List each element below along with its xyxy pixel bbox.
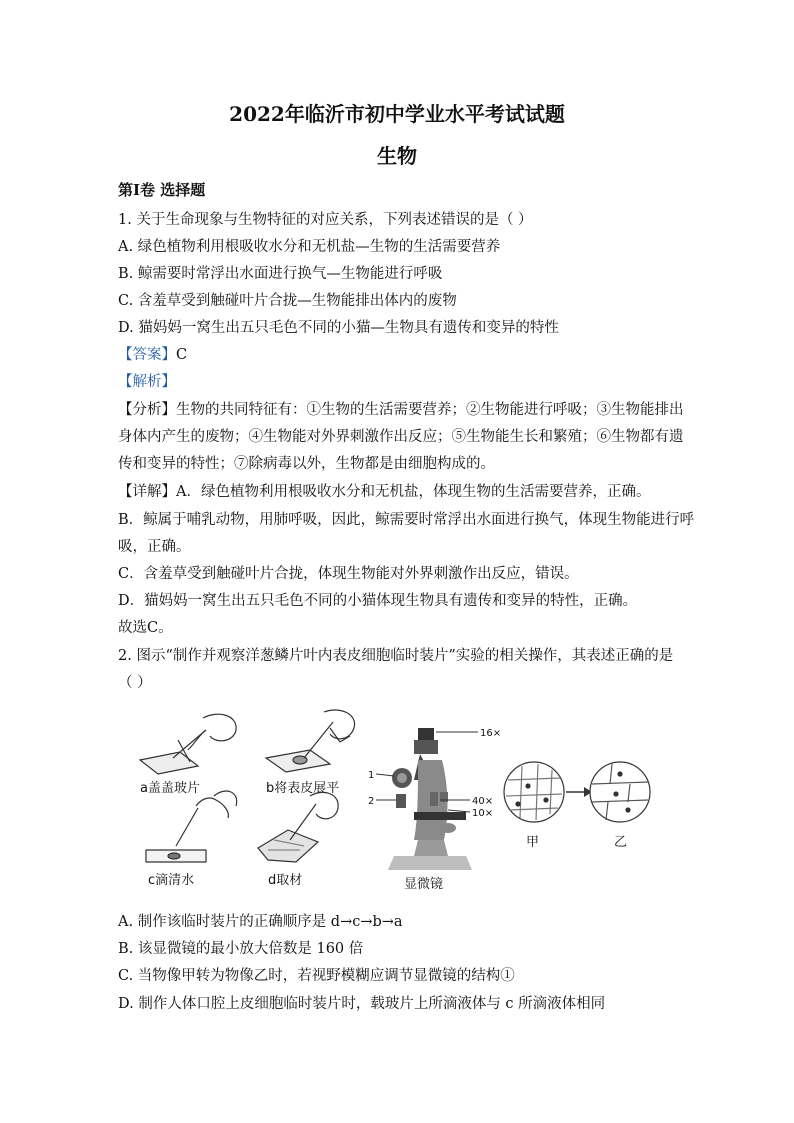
q1-xiangjie-line: D．猫妈妈一窝生出五只毛色不同的小猫体现生物具有遗传和变异的特性，正确。 [118,593,638,609]
q1-fenxi-line: 身体内产生的废物；④生物能对外界刺激作出反应；⑤生物能生长和繁殖；⑥生物都有遗 [118,429,684,445]
q1-xiangjie-line: C．含羞草受到触碰叶片合拢，体现生物能对外界刺激作出反应，错误。 [118,566,579,582]
label-yi: 乙 [614,835,628,850]
label-a: a盖盖玻片 [140,781,200,796]
q2-stem-bracket: （ ） [118,675,152,691]
subject-title: 生物 [377,144,417,168]
q1-fenxi-line: 传和变异的特性；⑦除病毒以外，生物都是由细胞构成的。 [118,456,495,472]
eyepiece-mark: 16× [480,728,502,739]
q1-option-b: B. 鲸需要时常浮出水面进行换气—生物能进行呼吸 [118,266,443,282]
q1-option-d: D. 猫妈妈一窝生出五只毛色不同的小猫—生物具有遗传和变异的特性 [118,320,559,336]
microscope-illustration [388,728,472,870]
step-b-illustration [266,710,355,772]
q1-fenxi-line: 【分析】生物的共同特征有：①生物的生活需要营养；②生物能进行呼吸；③生物能排出 [118,402,684,418]
q1-xiangjie-line: 【详解】A．绿色植物利用根吸收水分和无机盐，体现生物的生活需要营养，正确。 [118,484,651,500]
label-c: c滴清水 [148,873,195,888]
q2-option-b: B. 该显微镜的最小放大倍数是 160 倍 [118,941,364,957]
structure-2-mark: 2 [368,796,375,807]
q1-option-c: C. 含羞草受到触碰叶片合拢—生物能排出体内的废物 [118,293,457,309]
label-jia: 甲 [526,835,540,850]
label-d: d取材 [268,873,303,888]
step-a-illustration [140,714,236,774]
objective-10x-mark: 10× [472,808,494,819]
exam-title: 2022年临沂市初中学业水平考试试题 [229,102,565,126]
section-heading: 第Ⅰ卷 选择题 [118,181,206,199]
label-b: b将表皮展平 [266,781,340,796]
q1-xiangjie-line: 吸，正确。 [118,539,191,555]
q2-option-d: D. 制作人体口腔上皮细胞临时装片时，载玻片上所滴液体与 c 所滴液体相同 [118,996,606,1012]
experiment-figure [118,700,678,900]
step-c-illustration [146,791,237,862]
q1-answer-line [118,345,187,365]
structure-1-mark: 1 [368,770,375,781]
answer-value: C [176,347,188,363]
objective-40x-mark: 40× [472,796,494,807]
q2-stem: 2. 图示“制作并观察洋葱鳞片叶内表皮细胞临时装片”实验的相关操作，其表述正确的是 [118,648,674,664]
q1-stem: 1. 关于生命现象与生物特征的对应关系，下列表述错误的是（ ） [118,212,533,228]
step-d-illustration [258,792,338,862]
q1-xiangjie-line: B．鲸属于哺乳动物，用肺呼吸，因此，鲸需要时常浮出水面进行换气，体现生物能进行呼 [118,512,695,528]
view-yi [590,762,650,822]
analysis-tag: 【解析】 [118,374,176,390]
q2-option-a: A. 制作该临时装片的正确顺序是 d→c→b→a [118,914,403,930]
q1-xiangjie-line: 故选C。 [118,620,173,636]
label-microscope: 显微镜 [404,877,444,892]
q2-option-c: C. 当物像甲转为物像乙时，若视野模糊应调节显微镜的结构① [118,968,515,984]
view-jia [504,762,564,822]
q1-option-a: A. 绿色植物利用根吸收水分和无机盐—生物的生活需要营养 [118,239,501,255]
answer-tag: 【答案】 [118,347,176,363]
